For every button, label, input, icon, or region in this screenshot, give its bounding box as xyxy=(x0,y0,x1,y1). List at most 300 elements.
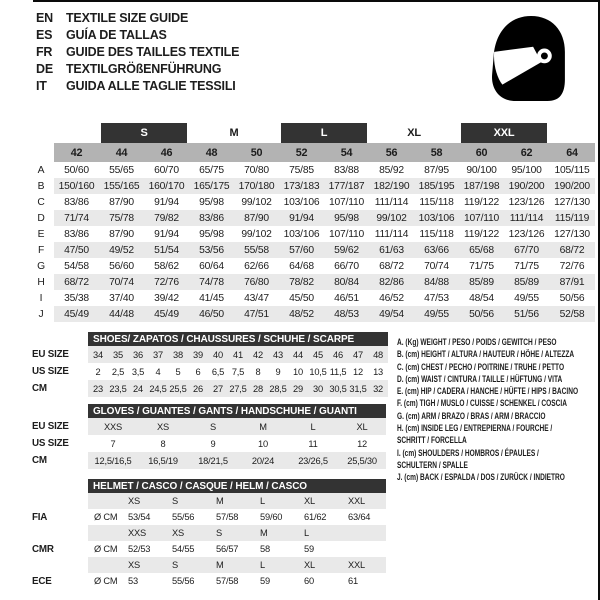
measurement-legend xyxy=(397,336,578,484)
helmet-cell: 54/55 xyxy=(172,544,195,554)
size-cell: 91/94 xyxy=(154,228,179,240)
size-cell: 62/66 xyxy=(244,260,269,272)
shoes-title-row xyxy=(28,332,388,346)
size-column-header: 42 xyxy=(54,143,99,162)
size-group-row xyxy=(28,123,595,143)
shoes-cell: 6,5 xyxy=(211,366,225,377)
size-cell: 127/130 xyxy=(554,228,590,240)
helmet-cell: L xyxy=(298,525,342,541)
size-cell: 43/47 xyxy=(244,292,269,304)
helmet-row xyxy=(28,541,386,557)
helmet-cell: S xyxy=(210,525,254,541)
size-cell: 95/98 xyxy=(199,228,224,240)
size-column-header: 64 xyxy=(549,143,595,162)
helmet-cell: XL xyxy=(298,493,342,509)
gloves-row xyxy=(28,418,386,435)
legend-line: G. (cm) ARM / BRAZO / BRAS / ARM / BRACCIO xyxy=(397,410,546,421)
size-cell: 103/106 xyxy=(283,196,320,208)
legend-item xyxy=(397,373,578,385)
shoes-cell: 43 xyxy=(268,346,288,363)
size-row-h xyxy=(28,274,595,290)
language-row xyxy=(36,77,239,94)
helmet-cell: Ø CM xyxy=(94,512,118,522)
legend-line: E. (cm) HIP / CADERA / HANCHE / HÜFTE / HIPS / BACINO xyxy=(397,386,579,397)
helmet-cell: M xyxy=(210,493,254,509)
size-cell: 115/119 xyxy=(549,210,595,226)
helmet-cell: 61 xyxy=(348,576,358,586)
helmet-size-table xyxy=(28,479,386,589)
helmet-cell xyxy=(88,557,122,573)
size-cell: 187/198 xyxy=(459,178,504,194)
shoes-title-bar: SHOES/ ZAPATOS / CHAUSSURES / SCHUHE / SCARPE xyxy=(88,332,388,346)
size-column-header: 52 xyxy=(279,143,324,162)
legend-item xyxy=(397,348,578,360)
size-row-d xyxy=(28,210,595,226)
size-cell: 61/63 xyxy=(369,242,414,258)
legend-line: A. (Kg) WEIGHT / PESO / POIDS / GEWITCH / PESO xyxy=(397,337,557,347)
size-cell: 37/40 xyxy=(109,292,134,304)
size-cell: 190/200 xyxy=(504,178,549,194)
size-cell: 67/70 xyxy=(504,242,549,258)
size-cell: 45/50 xyxy=(289,292,314,304)
size-cell: 83/86 xyxy=(189,210,234,226)
size-group-spacer xyxy=(549,123,595,143)
helmet-cell: XS xyxy=(166,525,210,541)
gloves-cell: XS xyxy=(138,418,188,435)
shoes-cell: 4 xyxy=(155,366,161,377)
helmet-cell: 53 xyxy=(128,576,138,586)
size-cell: 107/110 xyxy=(459,210,504,226)
shoes-cell: 38 xyxy=(168,346,188,363)
size-cell: 46/50 xyxy=(189,306,234,322)
size-cell: 75/78 xyxy=(99,210,144,226)
shoes-cell: 28 xyxy=(248,380,268,397)
helmet-cell: 63/64 xyxy=(348,512,371,522)
language-code: ES xyxy=(36,27,53,42)
shoes-cell: 45 xyxy=(308,346,328,363)
racing-helmet-icon xyxy=(487,13,569,105)
size-cell: 55/58 xyxy=(234,242,279,258)
legend-line: SCHULTERN / SPALLE xyxy=(397,459,468,470)
gloves-title-row xyxy=(28,404,386,418)
size-cell: 85/92 xyxy=(379,164,404,176)
size-row-c xyxy=(28,194,595,210)
size-cell: 107/110 xyxy=(328,228,365,240)
gloves-cell: 25,5/30 xyxy=(338,452,386,469)
size-cell: 49/55 xyxy=(414,306,459,322)
size-cell: 47/53 xyxy=(424,292,449,304)
size-column-header: 48 xyxy=(189,143,234,162)
textile-size-table xyxy=(28,123,595,322)
size-cell: 45/49 xyxy=(54,306,99,322)
legend-line: J. (cm) BACK / ESPALDA / DOS / ZURÜCK / INDIETRO xyxy=(397,472,565,483)
size-cell: 68/72 xyxy=(54,274,99,290)
gloves-title-bar: GLOVES / GUANTES / GANTS / HANDSCHUHE / GUANTI xyxy=(88,404,386,418)
shoes-cell: 35 xyxy=(108,346,128,363)
legend-line: B. (cm) HEIGHT / ALTURA / HAUTEUR / HÖHE / ALTEZZA xyxy=(397,349,575,360)
legend-item xyxy=(397,422,578,447)
size-group-s: S xyxy=(99,123,189,143)
gloves-row-label: CM xyxy=(32,455,47,466)
size-row-g xyxy=(28,258,595,274)
helmet-title-row xyxy=(28,479,386,493)
shoes-cell: 9 xyxy=(275,366,281,377)
size-cell: 71/74 xyxy=(54,210,99,226)
size-cell: 119/122 xyxy=(463,228,500,240)
size-cell: 79/82 xyxy=(144,210,189,226)
row-label: A xyxy=(37,164,45,176)
gutter-spacer xyxy=(28,525,88,541)
helmet-row-label: FIA xyxy=(32,511,48,523)
size-row-j xyxy=(28,306,595,322)
size-cell: 107/110 xyxy=(328,196,365,208)
shoes-cell: 31,5 xyxy=(348,380,368,397)
corner-cell xyxy=(28,143,54,162)
gloves-cell: 11 xyxy=(308,438,318,449)
size-cell: 46/51 xyxy=(334,292,359,304)
size-cell: 95/98 xyxy=(324,210,369,226)
size-number-row xyxy=(28,143,595,162)
helmet-cell: 53/54 xyxy=(128,512,151,522)
size-column-header: 46 xyxy=(144,143,189,162)
size-cell: 57/60 xyxy=(279,242,324,258)
size-cell: 71/75 xyxy=(469,260,494,272)
size-cell: 190/200 xyxy=(549,178,595,194)
size-cell: 185/195 xyxy=(414,178,459,194)
size-cell: 48/52 xyxy=(279,306,324,322)
size-cell: 95/100 xyxy=(511,164,542,176)
size-row-a xyxy=(28,162,595,178)
size-group-m: M xyxy=(189,123,279,143)
size-cell: 47/50 xyxy=(54,242,99,258)
helmet-cell: 59 xyxy=(304,544,314,554)
shoes-cell: 25,5 xyxy=(168,380,188,397)
gloves-cell: 18/21,5 xyxy=(188,452,238,469)
gloves-cell: 12 xyxy=(357,438,368,449)
size-cell: 48/54 xyxy=(469,292,494,304)
size-cell: 65/75 xyxy=(199,164,224,176)
shoes-cell: 27 xyxy=(208,380,228,397)
shoes-cell: 8 xyxy=(255,366,261,377)
size-cell: 177/187 xyxy=(324,178,369,194)
shoes-cell: 37 xyxy=(148,346,168,363)
gloves-cell: 23/26,5 xyxy=(288,452,338,469)
size-cell: 91/94 xyxy=(154,196,179,208)
size-cell: 47/51 xyxy=(234,306,279,322)
size-column-header: 50 xyxy=(234,143,279,162)
size-cell: 54/58 xyxy=(64,260,89,272)
size-cell: 49/55 xyxy=(514,292,539,304)
gloves-row xyxy=(28,435,386,452)
gloves-cell: S xyxy=(188,418,238,435)
size-cell: 123/126 xyxy=(508,196,545,208)
size-cell: 111/114 xyxy=(504,210,549,226)
size-cell: 50/56 xyxy=(559,292,585,304)
size-row-e xyxy=(28,226,595,242)
legend-item xyxy=(397,361,578,373)
gutter-spacer xyxy=(28,557,88,573)
shoes-cell: 46 xyxy=(328,346,348,363)
size-column-header: 58 xyxy=(414,143,459,162)
legend-item xyxy=(397,410,578,422)
helmet-row-label: ECE xyxy=(32,575,52,587)
size-column-header: 56 xyxy=(369,143,414,162)
size-cell: 35/38 xyxy=(64,292,89,304)
shoes-cell: 41 xyxy=(228,346,248,363)
row-label: I xyxy=(39,292,43,304)
gloves-cell: 9 xyxy=(210,438,216,449)
shoes-cell: 23 xyxy=(88,380,108,397)
gloves-row xyxy=(28,452,386,469)
size-cell: 84/88 xyxy=(414,274,459,290)
legend-item xyxy=(397,397,578,409)
size-cell: 72/76 xyxy=(144,274,189,290)
helmet-cell: XS xyxy=(122,557,166,573)
size-cell: 44/48 xyxy=(99,306,144,322)
row-label: D xyxy=(37,212,45,224)
language-title: GUÍA DE TALLAS xyxy=(66,27,167,42)
size-cell: 115/118 xyxy=(419,196,454,208)
row-label: G xyxy=(37,260,45,272)
shoes-cell: 36 xyxy=(128,346,148,363)
language-row xyxy=(36,26,239,43)
size-cell: 91/94 xyxy=(279,210,324,226)
helmet-cell: 60 xyxy=(304,576,314,586)
size-cell: 85/89 xyxy=(459,274,504,290)
size-cell: 105/115 xyxy=(554,164,590,176)
language-title: TEXTILGRÖßENFÜHRUNG xyxy=(66,61,222,76)
size-group-l: L xyxy=(279,123,369,143)
size-cell: 111/114 xyxy=(374,196,409,208)
shoes-cell: 29 xyxy=(288,380,308,397)
size-group-xl: XL xyxy=(369,123,459,143)
language-title: TEXTILE SIZE GUIDE xyxy=(66,10,189,25)
shoes-row xyxy=(28,380,388,397)
shoes-cell: 2 xyxy=(95,366,101,377)
size-cell: 53/56 xyxy=(189,242,234,258)
gloves-cell: 16,5/19 xyxy=(138,452,188,469)
size-cell: 119/122 xyxy=(463,196,500,208)
shoes-row-label: CM xyxy=(32,383,47,394)
size-group-xxl: XXL xyxy=(459,123,549,143)
size-cell: 83/86 xyxy=(64,196,89,208)
legend-line: D. (cm) WAIST / CINTURA / TAILLE / HÜFTUNG / VITA xyxy=(397,373,563,384)
size-cell: 49/52 xyxy=(99,242,144,258)
helmet-cell xyxy=(88,525,122,541)
helmet-cell: 57/58 xyxy=(216,512,239,522)
row-label: B xyxy=(37,180,45,192)
helmet-cell: Ø CM xyxy=(94,544,118,554)
size-cell: 76/80 xyxy=(234,274,279,290)
size-column-header: 54 xyxy=(324,143,369,162)
shoes-cell: 11,5 xyxy=(329,366,347,377)
shoes-cell: 39 xyxy=(188,346,208,363)
size-cell: 58/62 xyxy=(154,260,179,272)
size-cell: 87/95 xyxy=(424,164,449,176)
legend-line: C. (cm) CHEST / PECHO / POITRINE / TRUHE / PETTO xyxy=(397,361,565,372)
helmet-cell xyxy=(342,541,386,557)
shoes-cell: 30,5 xyxy=(328,380,348,397)
legend-item xyxy=(397,471,578,483)
helmet-row xyxy=(28,509,386,525)
shoes-cell: 6 xyxy=(195,366,201,377)
shoes-cell: 42 xyxy=(248,346,268,363)
size-cell: 64/68 xyxy=(289,260,314,272)
gloves-row-label: EU SIZE xyxy=(32,421,69,432)
gloves-cell: 7 xyxy=(110,438,116,449)
size-cell: 150/160 xyxy=(54,178,99,194)
language-code: IT xyxy=(36,78,47,93)
size-cell: 75/85 xyxy=(289,164,314,176)
gloves-cell: XXS xyxy=(88,418,138,435)
size-cell: 59/62 xyxy=(324,242,369,258)
shoes-cell: 44 xyxy=(288,346,308,363)
shoes-cell: 10 xyxy=(293,366,303,377)
legend-line: SCHRITT / FORCELLA xyxy=(397,435,467,446)
size-cell: 66/70 xyxy=(334,260,359,272)
helmet-cell: 58 xyxy=(260,544,270,554)
language-title: GUIDA ALLE TAGLIE TESSILI xyxy=(66,78,236,93)
size-cell: 170/180 xyxy=(234,178,279,194)
legend-line: F. (cm) TIGH / MUSLO / CUISSE / SCHENKEL / COSCIA xyxy=(397,398,567,409)
shoes-cell: 24 xyxy=(128,380,148,397)
shoes-cell: 47 xyxy=(348,346,368,363)
size-cell: 68/72 xyxy=(379,260,404,272)
size-cell: 87/90 xyxy=(234,210,279,226)
shoes-cell: 13 xyxy=(373,366,384,377)
helmet-cell: L xyxy=(254,493,298,509)
size-cell: 182/190 xyxy=(369,178,414,194)
helmet-cell: XXS xyxy=(122,525,166,541)
legend-line: I. (cm) SHOULDERS / HOMBROS / ÉPAULES / xyxy=(397,447,539,458)
helmet-cell: 52/53 xyxy=(128,544,151,554)
helmet-cell: XL xyxy=(298,557,342,573)
helmet-title-bar: HELMET / CASCO / CASQUE / HELM / CASCO xyxy=(88,479,386,493)
shoes-cell: 34 xyxy=(88,346,108,363)
shoes-cell: 2,5 xyxy=(111,366,125,377)
size-cell: 103/106 xyxy=(414,210,459,226)
language-code: DE xyxy=(36,61,53,76)
size-cell: 115/118 xyxy=(419,228,454,240)
helmet-cell xyxy=(342,525,386,541)
size-cell: 82/86 xyxy=(369,274,414,290)
size-cell: 160/170 xyxy=(144,178,189,194)
size-cell: 80/84 xyxy=(324,274,369,290)
size-cell: 50/56 xyxy=(459,306,504,322)
shoes-cell: 48 xyxy=(368,346,388,363)
gloves-cell: XL xyxy=(338,418,386,435)
size-row-i xyxy=(28,290,595,306)
size-cell: 99/102 xyxy=(369,210,414,226)
language-title: GUIDE DES TAILLES TEXTILE xyxy=(66,44,240,59)
row-label: J xyxy=(38,308,44,320)
shoes-row-label: EU SIZE xyxy=(32,349,69,360)
size-cell: 51/56 xyxy=(504,306,549,322)
legend-line: H. (cm) INSIDE LEG / ENTREPIERNA / FOURCHE / xyxy=(397,423,553,434)
gloves-cell: 8 xyxy=(160,438,166,449)
size-cell: 74/78 xyxy=(189,274,234,290)
gloves-row-label: US SIZE xyxy=(32,438,69,449)
shoes-cell: 7,5 xyxy=(231,366,245,377)
size-column-header: 62 xyxy=(504,143,549,162)
helmet-cell: 61/62 xyxy=(304,512,327,522)
size-column-header: 60 xyxy=(459,143,504,162)
gutter-spacer xyxy=(28,404,88,418)
legend-item xyxy=(397,447,578,472)
helmet-cell: 55/56 xyxy=(172,512,195,522)
legend-item xyxy=(397,385,578,397)
size-cell: 95/98 xyxy=(199,196,224,208)
size-cell: 165/175 xyxy=(189,178,234,194)
helmet-cell: XXL xyxy=(342,557,386,573)
helmet-cell xyxy=(88,493,122,509)
shoes-cell: 28,5 xyxy=(268,380,288,397)
size-cell: 65/68 xyxy=(459,242,504,258)
helmet-row xyxy=(28,557,386,573)
shoes-cell: 5 xyxy=(175,366,181,377)
size-row-b xyxy=(28,178,595,194)
size-cell: 51/54 xyxy=(144,242,189,258)
shoes-row xyxy=(28,346,388,363)
size-column-header: 44 xyxy=(99,143,144,162)
size-cell: 60/64 xyxy=(199,260,224,272)
language-header xyxy=(36,9,239,94)
shoes-cell: 23,5 xyxy=(108,380,128,397)
size-cell: 56/60 xyxy=(109,260,134,272)
shoes-cell: 12 xyxy=(353,366,363,377)
size-cell: 45/49 xyxy=(144,306,189,322)
size-cell: 83/86 xyxy=(64,228,89,240)
shoes-cell: 10,5 xyxy=(309,366,327,377)
shoes-cell: 27,5 xyxy=(228,380,248,397)
helmet-cell: 56/57 xyxy=(216,544,239,554)
size-cell: 85/89 xyxy=(504,274,549,290)
size-cell: 46/52 xyxy=(379,292,404,304)
helmet-cell: S xyxy=(166,557,210,573)
helmet-cell: 57/58 xyxy=(216,576,239,586)
size-cell: 60/70 xyxy=(154,164,179,176)
size-cell: 87/90 xyxy=(109,228,134,240)
size-cell: 72/76 xyxy=(559,260,585,272)
size-cell: 87/91 xyxy=(549,274,595,290)
size-row-f xyxy=(28,242,595,258)
gloves-cell: 20/24 xyxy=(238,452,288,469)
gutter-spacer xyxy=(28,332,88,346)
helmet-row xyxy=(28,493,386,509)
size-cell: 71/75 xyxy=(514,260,539,272)
helmet-cell: M xyxy=(254,525,298,541)
size-cell: 103/106 xyxy=(283,228,320,240)
size-cell: 90/100 xyxy=(466,164,497,176)
row-label: E xyxy=(37,228,45,240)
size-group-spacer xyxy=(28,123,99,143)
size-cell: 123/126 xyxy=(508,228,545,240)
shoes-size-table xyxy=(28,332,388,397)
size-cell: 87/90 xyxy=(109,196,134,208)
size-cell: 50/60 xyxy=(64,164,89,176)
helmet-cell: XXL xyxy=(342,493,386,509)
language-row xyxy=(36,60,239,77)
gloves-cell: 10 xyxy=(258,438,268,449)
size-cell: 155/165 xyxy=(99,178,144,194)
gloves-cell: L xyxy=(288,418,338,435)
size-cell: 173/183 xyxy=(279,178,324,194)
size-cell: 83/88 xyxy=(334,164,359,176)
size-cell: 78/82 xyxy=(279,274,324,290)
helmet-cell: M xyxy=(210,557,254,573)
helmet-cell: 59 xyxy=(260,576,270,586)
size-cell: 99/102 xyxy=(241,228,272,240)
